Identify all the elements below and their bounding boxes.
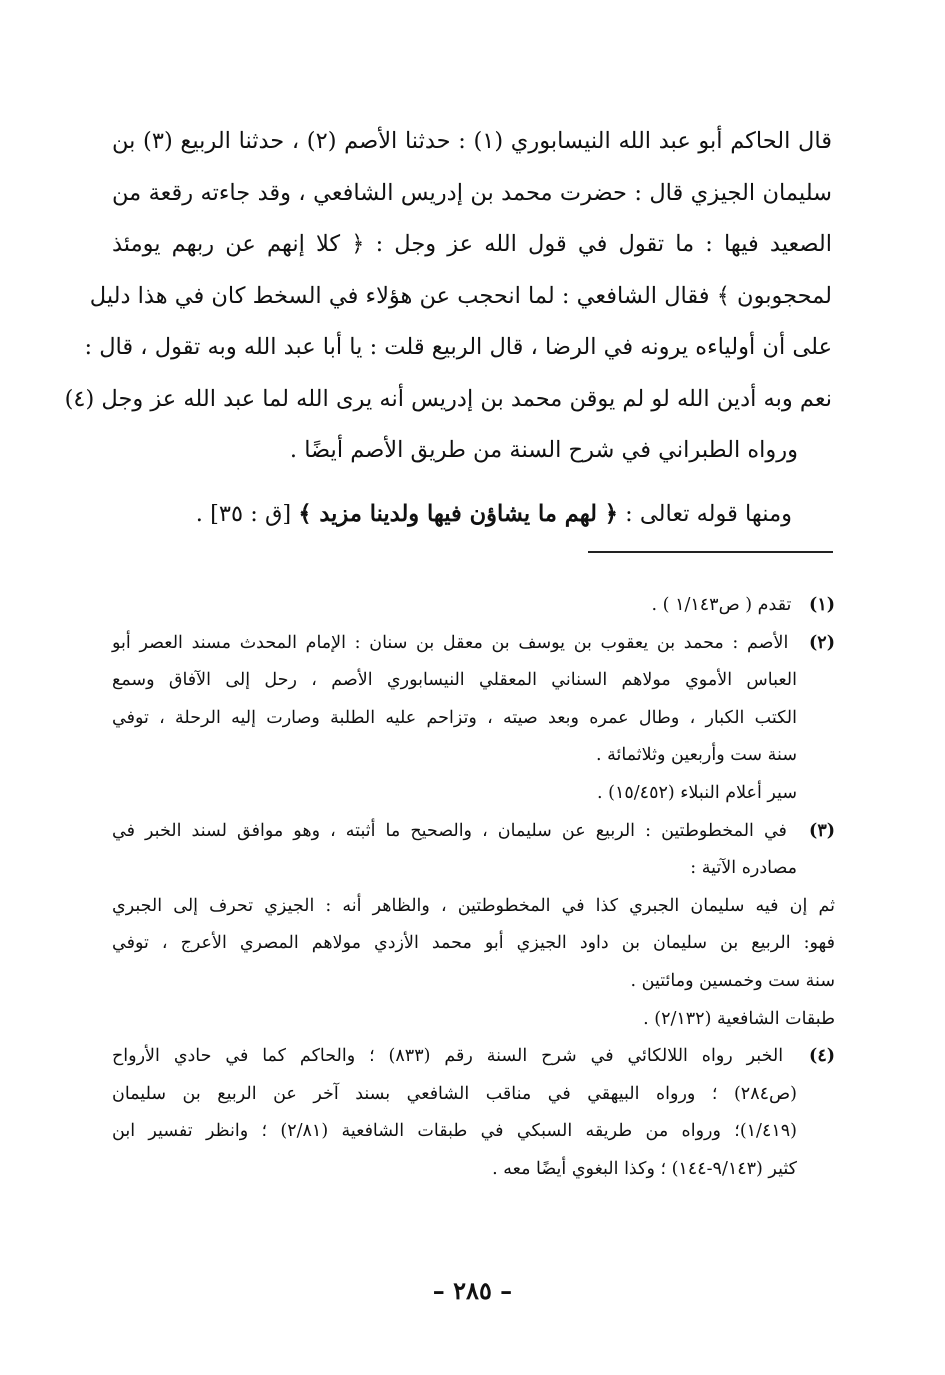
page-number: – ٢٨٥ – bbox=[432, 1276, 513, 1305]
footnote-line: العباس الأموي مولاهم السناني المعقلي النيسابوري الأصم ، رحل إلى الآفاق وسمع bbox=[112, 670, 797, 691]
body-line: قال الحاكم أبو عبد الله النيسابوري (١) : حدثنا الأصم (٢) ، حدثنا الربيع (٣) بن bbox=[112, 128, 832, 154]
footnote-line: (١/٤١٩)؛ ورواه من طريقه السبكي في طبقات الشافعية (٢/٨١) ؛ وانظر تفسير ابن bbox=[112, 1121, 797, 1142]
footnotes bbox=[112, 590, 835, 1192]
footnote-text: الأصم : محمد بن يعقوب بن يوسف بن معقل بن سنان : الإمام المحدث مسند العصر أبو bbox=[112, 632, 789, 653]
footnote-number: (٤) bbox=[809, 1046, 835, 1067]
footnote-1 bbox=[112, 590, 835, 628]
footnote-line: الكتب الكبار ، وطال عمره وبعد صيته ، وتزاحم عليه الطلبة وصارت إليه الرحلة ، توفي bbox=[112, 707, 797, 728]
footnote-line: سنة ست وخمسين ومائتين . bbox=[630, 970, 835, 991]
quran-verse-line bbox=[112, 497, 832, 549]
footnote-text: الخبر رواه اللالكائي في شرح السنة رقم (٨٣٣) ؛ والحاكم كما في حادي الأرواح bbox=[112, 1046, 784, 1067]
footnote-2 bbox=[112, 628, 835, 666]
body-line: لمحجوبون ﴾ فقال الشافعي : لما انحجب عن هؤلاء في السخط كان في هذا دليل bbox=[89, 282, 832, 309]
footnote-line: (ص٢٨٤) ؛ ورواه البيهقي في مناقب الشافعي بسند آخر عن الربيع بن سليمان bbox=[112, 1083, 797, 1104]
body-line: الصعيد فيها : ما تقول في قول الله عز وجل : ﴿ كلا إنهم عن ربهم يومئذ bbox=[112, 231, 832, 257]
footnote-line: ثم إن فيه سليمان الجبري كذا في المخطوطتين ، والظاهر أنه : الجيزي تحرف إلى الجبري bbox=[112, 895, 835, 916]
footnote-number: (٢) bbox=[809, 632, 835, 653]
body-line: نعم وبه أدين الله لو لم يوقن محمد بن إدريس أنه يرى الله لما عبد الله عز وجل (٤) bbox=[64, 385, 832, 412]
footnote-line: مصادره الآتية : bbox=[690, 858, 797, 879]
footnote-separator bbox=[588, 551, 833, 553]
footnote-number: (٣) bbox=[809, 820, 835, 841]
footnote-4 bbox=[112, 1041, 835, 1079]
quran-verse: ﴿ لهم ما يشاؤن فيها ولدينا مزيد ﴾ bbox=[298, 501, 618, 527]
body-line: ورواه الطبراني في شرح السنة من طريق الأصم أيضًا . bbox=[289, 437, 798, 463]
verse-reference: [ق : ٣٥] . bbox=[195, 501, 299, 527]
footnote-line: سنة ست وأربعين وثلاثمائة . bbox=[595, 745, 797, 766]
footnote-3 bbox=[112, 816, 835, 854]
main-text bbox=[64, 124, 832, 549]
footnote-line: كثير (٩/١٤٣-١٤٤) ؛ وكذا البغوي أيضًا معه . bbox=[492, 1158, 797, 1179]
body-line: على أن أولياءه يرونه في الرضا ، قال الربيع قلت : يا أبا عبد الله وبه تقول ، قال : bbox=[84, 334, 832, 360]
footnote-line: طبقات الشافعية (٢/١٣٢) . bbox=[643, 1008, 835, 1029]
verse-intro: ومنها قوله تعالى : bbox=[617, 501, 792, 527]
body-line: سليمان الجيزي قال : حضرت محمد بن إدريس الشافعي ، وقد جاءته رقعة من bbox=[112, 179, 832, 206]
footnote-number: (١) bbox=[809, 595, 835, 615]
footnote-text: في المخطوطتين : الربيع عن سليمان ، والصحيح ما أثبته ، وهو موافق لسند الخبر في bbox=[112, 820, 787, 841]
footnote-text: تقدم ( ص١/١٤٣ ) . bbox=[651, 595, 792, 615]
footnote-line: سير أعلام النبلاء (١٥/٤٥٢) . bbox=[597, 782, 797, 803]
footnote-line: فهو: الربيع بن سليمان بن داود الجيزي أبو محمد الأزدي مولاهم المصري الأعرج ، توفي bbox=[112, 933, 835, 954]
